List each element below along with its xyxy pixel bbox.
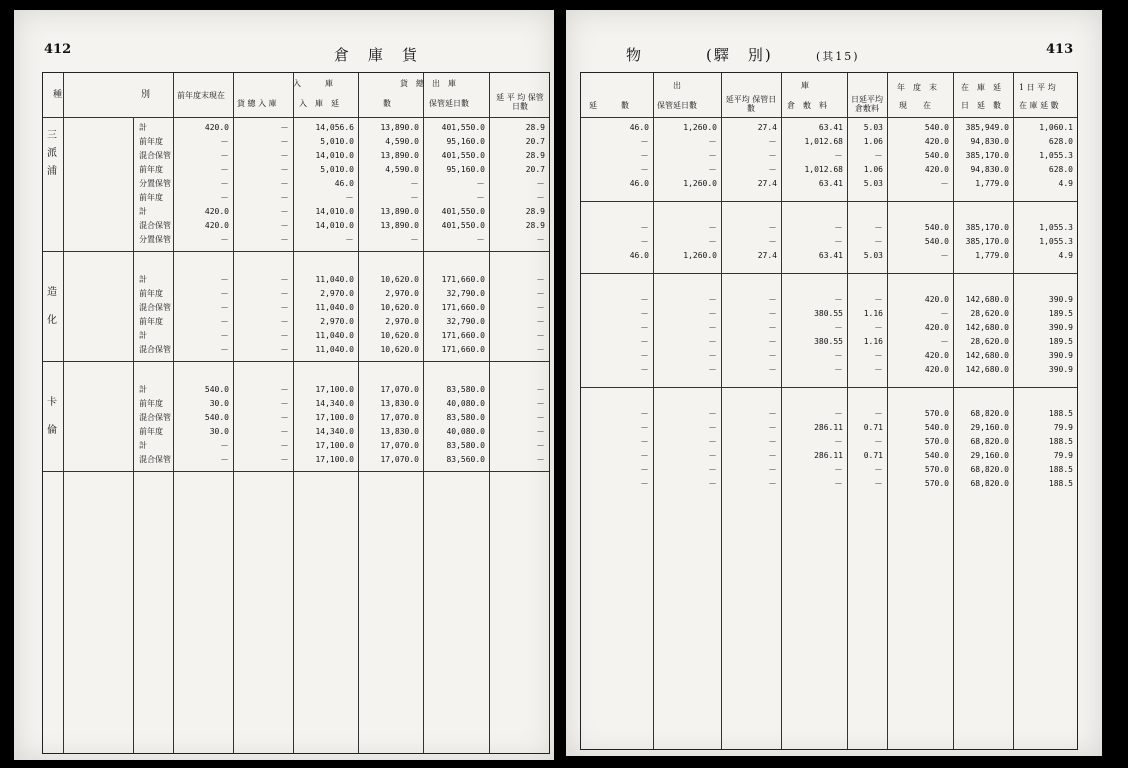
table-cell: 13,890.0	[380, 151, 419, 160]
header-in-sub2: 入 庫 延	[299, 99, 339, 108]
table-cell: 4.9	[1058, 179, 1073, 188]
table-cell: 420.0	[924, 137, 949, 146]
table-cell: 1,779.0	[975, 179, 1009, 188]
table-cell: 28.9	[525, 207, 545, 216]
header-class: 別	[141, 90, 151, 100]
table-cell: 1.16	[863, 337, 883, 346]
table-cell: 401,550.0	[441, 123, 485, 132]
row-label: 計	[139, 441, 147, 450]
right-title-3: (其15)	[816, 50, 860, 63]
table-cell: 94,830.0	[970, 165, 1009, 174]
table-cell: 95,160.0	[446, 165, 485, 174]
table-cell: 20.7	[525, 137, 545, 146]
table-cell: 420.0	[204, 123, 229, 132]
table-cell: 420.0	[924, 365, 949, 374]
table-cell: 14,010.0	[315, 151, 354, 160]
row-label: 計	[139, 331, 147, 340]
table-cell: 189.5	[1048, 337, 1073, 346]
table-cell: 171,660.0	[441, 345, 485, 354]
table-cell: 10,620.0	[380, 275, 419, 284]
table-cell: 570.0	[924, 479, 949, 488]
table-cell: 540.0	[924, 151, 949, 160]
table-cell: 27.4	[757, 123, 777, 132]
table-cell: 390.9	[1048, 295, 1073, 304]
table-cell: 188.5	[1048, 479, 1073, 488]
table-cell: 11,040.0	[315, 275, 354, 284]
table-cell: 286.11	[814, 451, 843, 460]
table-cell: 628.0	[1048, 137, 1073, 146]
row-label: 前年度	[139, 193, 163, 202]
table-cell: 5,010.0	[320, 165, 354, 174]
right-header-c6: 現 在	[899, 101, 931, 110]
row-label: 計	[139, 385, 147, 394]
table-cell: 4,590.0	[385, 137, 419, 146]
table-cell: 1,012.68	[804, 165, 843, 174]
row-label: 分置保管	[139, 235, 171, 244]
header-prev-stock: 前年度末現在	[177, 91, 225, 100]
table-cell: 14,340.0	[315, 427, 354, 436]
row-label: 混合保管	[139, 455, 171, 464]
row-label: 混合保管	[139, 151, 171, 160]
group-name: 造 化	[47, 287, 67, 326]
table-cell: 540.0	[924, 223, 949, 232]
table-cell: 83,560.0	[446, 455, 485, 464]
table-cell: 420.0	[924, 295, 949, 304]
table-cell: 32,790.0	[446, 289, 485, 298]
row-label: 計	[139, 275, 147, 284]
table-cell: 540.0	[924, 123, 949, 132]
row-label: 混合保管	[139, 413, 171, 422]
header-in: 入 庫	[293, 79, 333, 88]
right-header-c5: 日延平均 倉敷料	[851, 95, 883, 113]
table-cell: 142,680.0	[965, 323, 1009, 332]
table-cell: 1,055.3	[1039, 223, 1073, 232]
table-cell: 27.4	[757, 179, 777, 188]
table-cell: 142,680.0	[965, 365, 1009, 374]
table-cell: 13,830.0	[380, 427, 419, 436]
header-out-sub2: 保管延日數	[429, 99, 469, 108]
table-cell: 27.4	[757, 251, 777, 260]
table-cell: 11,040.0	[315, 345, 354, 354]
header-out: 貨 總 出 庫	[400, 79, 456, 88]
row-label: 混合保管	[139, 221, 171, 230]
table-cell: 628.0	[1048, 165, 1073, 174]
table-cell: 17,070.0	[380, 441, 419, 450]
table-cell: 385,170.0	[965, 223, 1009, 232]
table-cell: 5.03	[863, 179, 883, 188]
table-cell: 10,620.0	[380, 331, 419, 340]
table-cell: 1,012.68	[804, 137, 843, 146]
group-divider	[581, 201, 1077, 202]
group-name: 三 派 浦	[47, 130, 77, 177]
table-cell: 401,550.0	[441, 207, 485, 216]
table-cell: 390.9	[1048, 365, 1073, 374]
table-cell: 2,970.0	[320, 289, 354, 298]
table-cell: 380.55	[814, 309, 843, 318]
right-header-c2: 保管延日數	[657, 101, 697, 110]
table-cell: 570.0	[924, 437, 949, 446]
table-cell: 286.11	[814, 423, 843, 432]
table-cell: 94,830.0	[970, 137, 1009, 146]
row-label: 分置保管	[139, 179, 171, 188]
header-out-sub1: 數	[383, 99, 391, 108]
right-title-1: 物	[626, 46, 644, 64]
table-cell: 32,790.0	[446, 317, 485, 326]
table-cell: 1.06	[863, 137, 883, 146]
table-cell: 95,160.0	[446, 137, 485, 146]
table-cell: 5.03	[863, 251, 883, 260]
table-cell: 17,070.0	[380, 413, 419, 422]
table-cell: 420.0	[924, 165, 949, 174]
table-cell: 11,040.0	[315, 331, 354, 340]
right-title-2: (驛 別)	[706, 46, 773, 64]
group-divider	[43, 251, 549, 252]
table-cell: 1.16	[863, 309, 883, 318]
table-cell: 420.0	[924, 323, 949, 332]
table-cell: 29,160.0	[970, 451, 1009, 460]
table-cell: 171,660.0	[441, 303, 485, 312]
group-divider	[43, 361, 549, 362]
table-cell: 30.0	[209, 399, 229, 408]
table-cell: 79.9	[1053, 451, 1073, 460]
table-cell: 17,070.0	[380, 385, 419, 394]
table-cell: 540.0	[924, 451, 949, 460]
table-cell: 63.41	[818, 251, 843, 260]
header-avg-days: 延 平 均 保管日數	[496, 93, 544, 111]
table-cell: 20.7	[525, 165, 545, 174]
table-cell: 540.0	[924, 237, 949, 246]
right-header-g2: 年 度 末	[897, 83, 937, 92]
row-label: 混合保管	[139, 345, 171, 354]
table-cell: 4,590.0	[385, 165, 419, 174]
table-cell: 540.0	[204, 385, 229, 394]
table-cell: 188.5	[1048, 465, 1073, 474]
right-table: 出 庫 延 數 保管延日數 延平均 保管日數 倉 敷 料 日延平均 倉敷料 年 度 末 現 在 在 庫 延 日 延 數 1 日 平 均 在 庫 延 數 46.0 1,260.0 27.4 63.41 5.03 540.0 385,949.0 1,060.1 — — — 1,012.68 1.06 420.0 94,830.0 628.0 — — — — — 540.0 385,170.0 1,055.3 — — — 1,012.68 1.06 420.0 94,830.0 628.0 46.0 1,260.0 27.4 63.41 5.03 — 1,779.0 4.9 — — — — — 540.0 385,170.0 1,055.3 — — — — — 540.0 385,170.0 1,055.3 46.0 1,260.0 27.4 63.41 5.03 — 1,779.0 4.9 — — — — — 420.0 142,680.0 390.9 — — — 380.55 1.16 — 28,620.0 189.5 — — — — — 420.0 142,680.0 390.9 — — — 380.55 1.16 — 28,620.0 189.5 — — — — — 420.0 142,680.0 390.9 — — — — — 420.0 142,680.0 390.9 — — — — — 570.0 68,820.0 188.5 — — — 286.11 0.71 540.0 29,160.0 79.9 — — — — — 570.0 68,820.0 188.5 — — — 286.11 0.71 540.0 29,160.0 79.9 — — — — — 570.0 68,820.0 188.5 — — — — — 570.0 68,820.0 188.5	[580, 72, 1078, 750]
left-page-title: 倉 庫 貨	[334, 46, 420, 64]
table-cell: 171,660.0	[441, 275, 485, 284]
table-cell: 1,260.0	[683, 123, 717, 132]
table-cell: 46.0	[629, 251, 649, 260]
row-label: 前年度	[139, 165, 163, 174]
table-cell: 385,170.0	[965, 237, 1009, 246]
table-cell: 13,890.0	[380, 123, 419, 132]
table-cell: 13,890.0	[380, 221, 419, 230]
group-name: 卡 倫	[47, 397, 67, 436]
left-page-number: 412	[44, 42, 72, 57]
table-cell: 1,060.1	[1039, 123, 1073, 132]
table-cell: 570.0	[924, 409, 949, 418]
table-cell: 29,160.0	[970, 423, 1009, 432]
table-cell: 17,100.0	[315, 385, 354, 394]
table-cell: 46.0	[629, 123, 649, 132]
row-label: 前年度	[139, 399, 163, 408]
table-cell: 28,620.0	[970, 309, 1009, 318]
table-cell: 1,779.0	[975, 251, 1009, 260]
group-divider	[581, 273, 1077, 274]
table-cell: 13,830.0	[380, 399, 419, 408]
table-cell: 401,550.0	[441, 151, 485, 160]
table-cell: 420.0	[204, 207, 229, 216]
header-in-sub1: 貨 總 入 庫	[237, 99, 277, 108]
table-cell: 540.0	[924, 423, 949, 432]
table-cell: 171,660.0	[441, 331, 485, 340]
table-cell: 188.5	[1048, 437, 1073, 446]
row-label: 前年度	[139, 289, 163, 298]
table-cell: 2,970.0	[320, 317, 354, 326]
left-page	[14, 10, 554, 760]
table-cell: 1.06	[863, 165, 883, 174]
table-cell: 570.0	[924, 465, 949, 474]
table-cell: 14,010.0	[315, 207, 354, 216]
table-cell: 390.9	[1048, 351, 1073, 360]
table-cell: 0.71	[863, 451, 883, 460]
table-cell: 14,056.6	[315, 123, 354, 132]
table-cell: 28.9	[525, 221, 545, 230]
table-cell: 40,080.0	[446, 399, 485, 408]
right-header-c1: 延 數	[589, 101, 629, 110]
table-cell: 11,040.0	[315, 303, 354, 312]
table-cell: 142,680.0	[965, 295, 1009, 304]
row-label: 混合保管	[139, 303, 171, 312]
table-cell: 390.9	[1048, 323, 1073, 332]
header-kind: 種	[53, 90, 63, 100]
table-cell: 17,100.0	[315, 413, 354, 422]
table-cell: 5.03	[863, 123, 883, 132]
table-cell: 68,820.0	[970, 479, 1009, 488]
table-cell: 17,100.0	[315, 441, 354, 450]
row-label: 前年度	[139, 137, 163, 146]
table-cell: 420.0	[204, 221, 229, 230]
table-cell: 2,970.0	[385, 289, 419, 298]
row-label: 計	[139, 207, 147, 216]
right-header-c7: 日 延 數	[961, 101, 1001, 110]
table-cell: 540.0	[204, 413, 229, 422]
table-cell: 83,580.0	[446, 413, 485, 422]
row-label: 前年度	[139, 317, 163, 326]
table-cell: 14,340.0	[315, 399, 354, 408]
table-cell: 1,055.3	[1039, 237, 1073, 246]
table-cell: 79.9	[1053, 423, 1073, 432]
right-header-c8: 在 庫 延 數	[1019, 101, 1059, 110]
table-cell: 4.9	[1058, 251, 1073, 260]
table-cell: 385,170.0	[965, 151, 1009, 160]
table-cell: 14,010.0	[315, 221, 354, 230]
table-cell: 28,620.0	[970, 337, 1009, 346]
table-cell: 17,070.0	[380, 455, 419, 464]
table-cell: 385,949.0	[965, 123, 1009, 132]
row-label: 前年度	[139, 427, 163, 436]
right-header-c3: 延平均 保管日數	[725, 95, 777, 113]
table-cell: 1,260.0	[683, 251, 717, 260]
table-cell: 68,820.0	[970, 409, 1009, 418]
table-cell: 401,550.0	[441, 221, 485, 230]
table-cell: 0.71	[863, 423, 883, 432]
table-cell: 13,890.0	[380, 207, 419, 216]
table-cell: 10,620.0	[380, 345, 419, 354]
right-header-g4: 1 日 平 均	[1019, 83, 1056, 92]
table-cell: 28.9	[525, 123, 545, 132]
group-divider	[581, 387, 1077, 388]
right-header-g3: 在 庫 延	[961, 83, 1001, 92]
right-page	[566, 10, 1102, 756]
group-divider	[43, 471, 549, 472]
table-cell: 189.5	[1048, 309, 1073, 318]
table-cell: 46.0	[334, 179, 354, 188]
table-cell: 30.0	[209, 427, 229, 436]
table-cell: 420.0	[924, 351, 949, 360]
right-header-c4: 倉 敷 料	[787, 101, 827, 110]
table-cell: 10,620.0	[380, 303, 419, 312]
table-cell: 2,970.0	[385, 317, 419, 326]
table-cell: 1,260.0	[683, 179, 717, 188]
table-cell: 142,680.0	[965, 351, 1009, 360]
table-cell: 68,820.0	[970, 437, 1009, 446]
table-cell: 63.41	[818, 179, 843, 188]
table-cell: 83,580.0	[446, 441, 485, 450]
row-label: 計	[139, 123, 147, 132]
table-cell: 40,080.0	[446, 427, 485, 436]
table-cell: 17,100.0	[315, 455, 354, 464]
right-page-number: 413	[1046, 42, 1074, 57]
table-cell: 68,820.0	[970, 465, 1009, 474]
table-cell: 63.41	[818, 123, 843, 132]
table-cell: 46.0	[629, 179, 649, 188]
table-cell: 28.9	[525, 151, 545, 160]
table-cell: 1,055.3	[1039, 151, 1073, 160]
right-header-out: 出 庫	[673, 81, 809, 90]
left-table: 種 別 前年度末現在 入 庫 貨 總 入 庫 入 庫 延 貨 總 出 庫 數 保管延日數 延 平 均 保管日數 計 420.0 — 14,056.6 13,890.0 401,550.0 28.9 前年度 — — 5,010.0 4,590.0 95,160.0 20.7 混合保管 — — 14,010.0 13,890.0 401,550.0 28.9 前年度 — — 5,010.0 4,590.0 95,160.0 20.7 分置保管 — — 46.0 — — — 前年度 — — — — — — 計 420.0 — 14,010.0 13,890.0 401,550.0 28.9 混合保管 420.0 — 14,010.0 13,890.0 401,550.0 28.9 分置保管 — — — — — — 三 派 浦 計 — — 11,040.0 10,620.0 171,660.0 — 前年度 — — 2,970.0 2,970.0 32,790.0 — 混合保管 — — 11,040.0 10,620.0 171,660.0 — 前年度 — — 2,970.0 2,970.0 32,790.0 — 計 — — 11,040.0 10,620.0 171,660.0 — 混合保管 — — 11,040.0 10,620.0 171,660.0 — 造 化 計 540.0 — 17,100.0 17,070.0 83,580.0 — 前年度 30.0 — 14,340.0 13,830.0 40,080.0 — 混合保管 540.0 — 17,100.0 17,070.0 83,580.0 — 前年度 30.0 — 14,340.0 13,830.0 40,080.0 — 計 — — 17,100.0 17,070.0 83,580.0 — 混合保管 — — 17,100.0 17,070.0 83,560.0 — 卡 倫	[42, 72, 550, 754]
table-cell: 188.5	[1048, 409, 1073, 418]
table-cell: 83,580.0	[446, 385, 485, 394]
table-cell: 5,010.0	[320, 137, 354, 146]
table-cell: 380.55	[814, 337, 843, 346]
